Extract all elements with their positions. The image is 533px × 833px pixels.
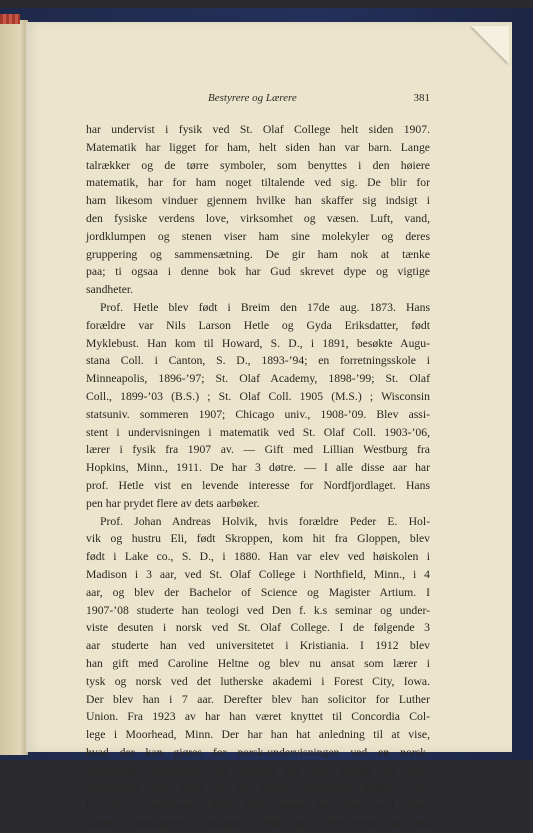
text-line: aar, og blev der Bachelor of Science og Magister Artium. I xyxy=(86,585,430,599)
page-header xyxy=(86,92,430,108)
text-line: viste desuten i norsk ved St. Olaf College. I de følgende 3 xyxy=(86,621,430,635)
text-line: talrækker og de tørre symboler, som benyttes i den høiere xyxy=(86,158,430,172)
text-line: pen har prydet flere av dets aarbøker. xyxy=(86,496,260,510)
text-line: stana Coll. i Canton, S. D., 1893-’94; en forretningsskole i xyxy=(86,354,430,368)
text-line: den fysiske verdens love, virksomhet og væsen. Luft, vand, xyxy=(86,211,430,225)
running-title: Bestyrere og Lærere xyxy=(208,92,297,104)
text-line: lig dens musikkorps. Med dette møtte han frem ved “Sør- xyxy=(86,799,430,813)
text-line: gruppering og sammensætning. De gir ham nok at tænke xyxy=(86,247,430,261)
text-line: Prof. Hetle blev født i Breim den 17de aug. 1873. Hans xyxy=(100,300,430,314)
page-edge-marbling xyxy=(0,14,20,24)
text-line: Myklebust. Han kom til Howard, S. D., i 1891, besøkte Augu- xyxy=(86,336,430,350)
text-line: stent i undervisningen i matematik ved St. Olaf Coll. 1903-’06, xyxy=(86,425,430,439)
text-line: Hopkins, Minn., 1911. De har 3 døtre. — I alle disse aar har xyxy=(86,461,430,475)
text-line: amerikansk læreanstalt; og desuten har han indlagt sig store xyxy=(86,763,430,777)
text-line: landet”s mottagelse i Chicago i 1934, og i 1935 reiste han med xyxy=(86,817,430,831)
text-line: Madison i 3 aar, ved St. Olaf College i Northfield, Minn., i 4 xyxy=(86,567,430,581)
text-line: Minneapolis, 1896-’97; St. Olaf Academy, 1898-’99; St. Olaf xyxy=(86,372,430,386)
left-page-edge xyxy=(0,20,28,755)
text-line: jordklumpen og stenen viser ham sine molekyler og deres xyxy=(86,229,430,243)
text-line: forældre var Nils Larson Hetle og Gyda Eriksdatter, født xyxy=(86,318,430,332)
text-line: født i Lake co., S. D., i 1880. Han var elev ved høiskolen i xyxy=(86,550,430,564)
text-line: 1907-’08 studerte han teologi ved Den f. k.s seminar og under- xyxy=(86,603,430,617)
text-line: Union. Fra 1923 av har han været knyttet til Concordia Col- xyxy=(86,710,430,724)
text-line: lege i Moorhead, Minn. Der har han hat anledning til at vise, xyxy=(86,728,430,742)
body-text xyxy=(86,121,430,833)
text-line: prof. Hetle vist en levende interesse for Nordfjordlaget. Hans xyxy=(86,478,430,492)
text-line: Der blev han i 7 aar. Derefter blev han solicitor for Luther xyxy=(86,692,430,706)
text-line: Coll., 1899-’03 (B.S.) ; St. Olaf Coll. 1905 (M.S.) ; Wisconsin xyxy=(86,389,430,403)
text-line: han gift med Caroline Heltne og blev nu ansat som lærer i xyxy=(86,656,430,670)
text-line: vik og hustru Eli, født Skroppen, kom hit fra Gloppen, blev xyxy=(86,532,430,546)
text-line: Matematik har ligget for ham, helt siden han var barn. Lange xyxy=(86,140,430,154)
page-number: 381 xyxy=(413,92,430,104)
text-line: sandheter. xyxy=(86,283,134,297)
text-line: lærer i fysik fra 1907 av. — Gift med Lillian Westburg fra xyxy=(86,443,430,457)
text-line: Prof. Johan Andreas Holvik, hvis forældre Peder E. Hol- xyxy=(100,514,430,528)
folded-corner xyxy=(471,26,509,64)
text-line: hvad der kan gjøres for norsk-undervisningen ved en norsk- xyxy=(86,745,430,759)
text-line: fortjenester som leder av sin skoles musikalske kræfter, sær- xyxy=(86,781,430,795)
text-line: matematik, har for ham noget tiltalende ved sig. De blir for xyxy=(86,176,430,190)
text-line: aar studerte han ved universitetet i Kristiania. I 1912 blev xyxy=(86,639,430,653)
text-line: ham likesom vinduer gjennem hvilke han skaffer sig indsigt i xyxy=(86,194,430,208)
text-line: har undervist i fysik ved St. Olaf College helt siden 1907. xyxy=(86,123,430,136)
text-line: paa; ti ogsaa i denne bok har Gud skrevet dype og vigtige xyxy=(86,265,430,279)
text-line: statsuniv. sommeren 1907; Chicago univ., 1908-’09. Blev assi- xyxy=(86,407,430,421)
text-line: tysk og norsk ved det lutherske akademi i Forest City, Iowa. xyxy=(86,674,430,688)
